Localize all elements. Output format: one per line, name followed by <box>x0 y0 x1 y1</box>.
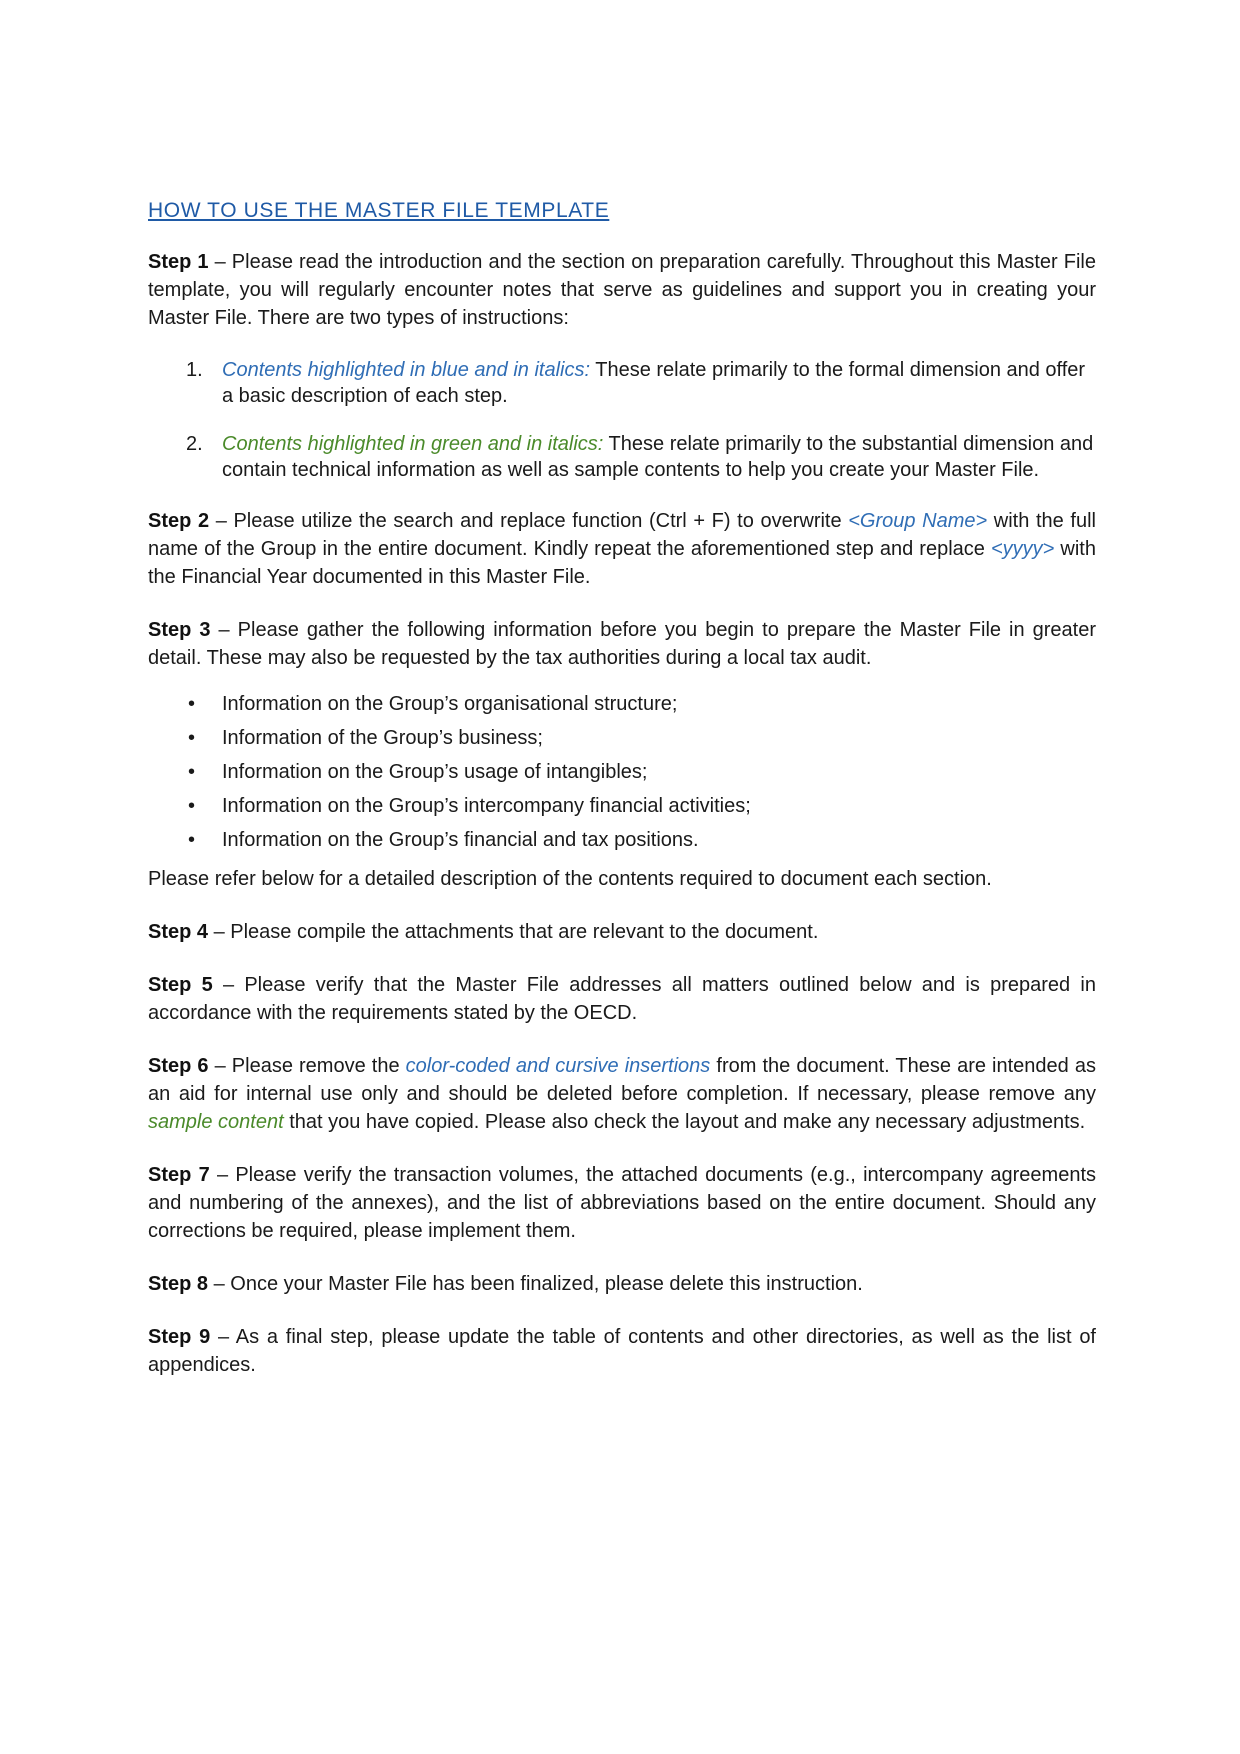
step-1-text: – Please read the introduction and the section on preparation carefully. Throughout this Master File template, you will regularly encounter notes that serve as guidelines and support you in creating your Master File. There are two types of instructions: <box>148 251 1096 329</box>
bullet-text: Information of the Group’s business; <box>222 727 543 749</box>
year-placeholder: <yyyy> <box>990 538 1055 560</box>
bullet-icon: • <box>188 727 196 749</box>
page-title: HOW TO USE THE MASTER FILE TEMPLATE <box>148 199 610 222</box>
green-highlight-text: Contents highlighted in green and in italics: <box>222 433 604 455</box>
step-6-text-a: – Please remove the <box>208 1055 406 1077</box>
step-3-text: – Please gather the following information before you begin to prepare the Master File in greater detail. These may also be requested by the tax authorities during a local tax audit. <box>148 619 1097 669</box>
step-2-text-b: with the full name of the Group in the entire document. Kindly repeat the aforementioned step and replace <box>148 510 1096 560</box>
document-content <box>148 198 1096 1404</box>
bullet-text: Information on the Group’s financial and tax positions. <box>222 829 699 851</box>
bullet-icon: • <box>188 795 196 817</box>
list-item <box>148 755 1096 789</box>
group-name-placeholder: <Group Name> <box>848 510 988 532</box>
step-7-label: Step 7 <box>148 1164 210 1186</box>
step-1-paragraph <box>148 248 1096 332</box>
step-2-paragraph <box>148 507 1096 591</box>
list-item <box>148 823 1096 857</box>
bullet-icon: • <box>188 829 196 851</box>
step-1-label: Step 1 <box>148 251 209 273</box>
step-5-label: Step 5 <box>148 974 213 996</box>
step-2-label: Step 2 <box>148 510 210 532</box>
instruction-types-list <box>148 357 1096 483</box>
bullet-text: Information on the Group’s intercompany financial activities; <box>222 795 751 817</box>
instruction-text: These relate primarily to the formal dimension and offer a basic description of each step. <box>222 359 1086 407</box>
step-8-label: Step 8 <box>148 1273 209 1295</box>
step-5-paragraph <box>148 971 1096 1027</box>
step-9-paragraph <box>148 1323 1096 1379</box>
instruction-item-green <box>148 431 1096 483</box>
step-4-label: Step 4 <box>148 921 209 943</box>
step-9-text: – As a final step, please update the table of contents and other directories, as well as the list of appendices. <box>148 1326 1096 1376</box>
bullet-text: Information on the Group’s organisational structure; <box>222 693 678 715</box>
step-3-label: Step 3 <box>148 619 211 641</box>
step-6-label: Step 6 <box>148 1055 209 1077</box>
step-6-paragraph <box>148 1052 1096 1136</box>
list-item <box>148 687 1096 721</box>
blue-insertion-text: color-coded and cursive insertions <box>405 1055 711 1077</box>
step-2-text-a: – Please utilize the search and replace function (Ctrl + F) to overwrite <box>209 510 849 532</box>
step-5-text: – Please verify that the Master File addresses all matters outlined below and is prepared in accordance with the requirements stated by the OECD. <box>148 974 1096 1024</box>
blue-highlight-text: Contents highlighted in blue and in italics: <box>222 359 591 381</box>
information-bullet-list <box>148 687 1096 857</box>
list-number: 1. <box>186 359 203 381</box>
step-4-paragraph <box>148 918 1096 946</box>
bullet-icon: • <box>188 761 196 783</box>
step-6-text-c: that you have copied. Please also check the layout and make any necessary adjustments. <box>283 1111 1086 1133</box>
section-reference-note: Please refer below for a detailed description of the contents required to document each section. <box>148 868 992 890</box>
step-6-text-b: from the document. These are intended as an aid for internal use only and should be deleted before completion. If necessary, please remove any <box>148 1055 1096 1105</box>
step-9-label: Step 9 <box>148 1326 211 1348</box>
step-2-text-c: with the Financial Year documented in this Master File. <box>148 538 1096 588</box>
step-8-paragraph <box>148 1270 1096 1298</box>
step-7-paragraph <box>148 1161 1096 1245</box>
list-item <box>148 789 1096 823</box>
bullet-text: Information on the Group’s usage of intangibles; <box>222 761 648 783</box>
instruction-item-blue <box>148 357 1096 409</box>
step-4-text: – Please compile the attachments that are relevant to the document. <box>208 921 819 943</box>
green-sample-text: sample content <box>148 1111 284 1133</box>
list-item <box>148 721 1096 755</box>
instruction-text: These relate primarily to the substantial dimension and contain technical information as well as sample contents to help you create your Master File. <box>222 433 1094 481</box>
step-7-text: – Please verify the transaction volumes, the attached documents (e.g., intercompany agreements and numbering of the annexes), and the list of abbreviations based on the entire document. Should any corrections be required, please implement them. <box>148 1164 1096 1242</box>
step-3-paragraph <box>148 616 1096 672</box>
step-8-text: – Once your Master File has been finalized, please delete this instruction. <box>208 1273 863 1295</box>
list-number: 2. <box>186 433 203 455</box>
bullet-icon: • <box>188 693 196 715</box>
